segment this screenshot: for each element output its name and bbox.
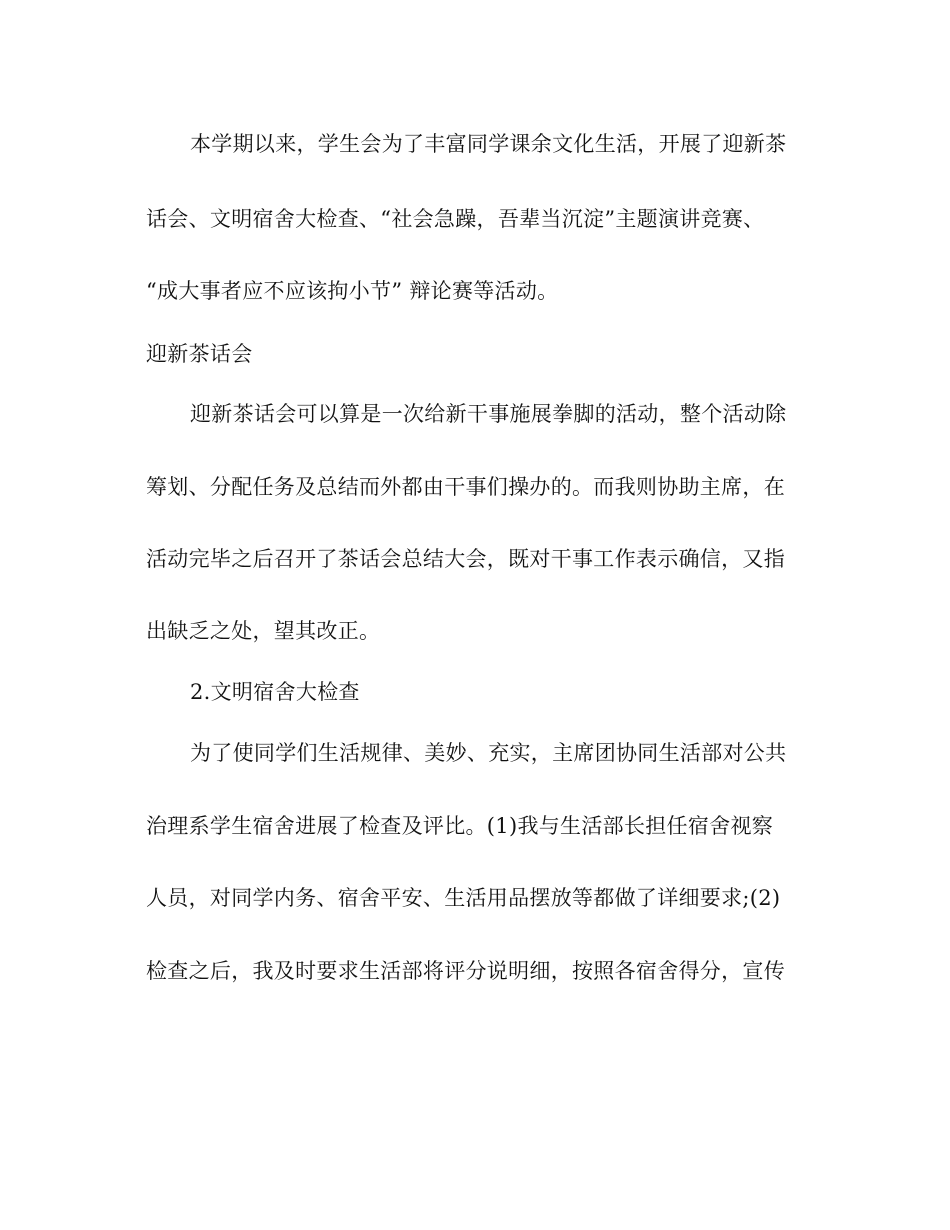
section2-line-2: 治理系学生宿舍进展了检查及评比。(1)我与生活部长担任宿舍视察 bbox=[146, 814, 774, 838]
intro-line-3: “成大事者应不应该拘小节” 辩论赛等活动。 bbox=[146, 279, 559, 303]
section1-line-3: 活动完毕之后召开了茶话会总结大会，既对干事工作表示确信，又指 bbox=[146, 547, 785, 571]
section-heading-dorm-inspection: 2.文明宿舍大检查 bbox=[190, 680, 360, 704]
section2-line-4: 检查之后，我及时要求生活部将评分说明细，按照各宿舍得分，宣传 bbox=[146, 959, 785, 983]
section2-line-1: 为了使同学们生活规律、美妙、充实，主席团协同生活部对公共 bbox=[190, 741, 787, 765]
intro-line-2: 话会、文明宿舍大检查、“社会急躁，吾辈当沉淀”主题演讲竞赛、 bbox=[146, 207, 765, 231]
intro-line-1: 本学期以来，学生会为了丰富同学课余文化生活，开展了迎新茶 bbox=[190, 132, 787, 156]
section1-line-2: 筹划、分配任务及总结而外都由干事们操办的。而我则协助主席，在 bbox=[146, 475, 785, 499]
section-heading-welcome-tea-party: 迎新茶话会 bbox=[146, 342, 253, 366]
section2-line-3: 人员，对同学内务、宿舍平安、生活用品摆放等都做了详细要求;(2) bbox=[146, 886, 781, 910]
section1-line-1: 迎新茶话会可以算是一次给新干事施展拳脚的活动，整个活动除 bbox=[190, 402, 787, 426]
section1-line-4: 出缺乏之处，望其改正。 bbox=[146, 619, 381, 643]
